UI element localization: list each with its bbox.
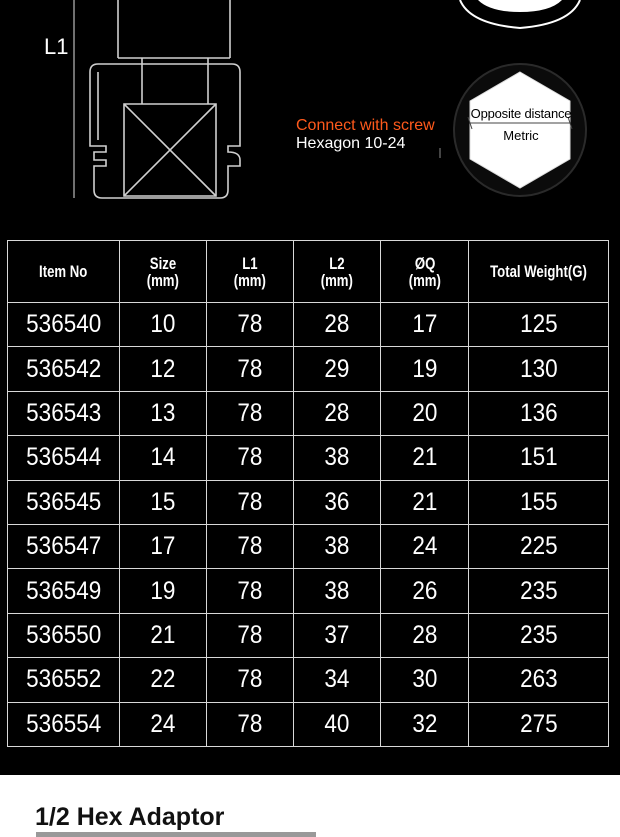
cell-item-no: 536547 (8, 524, 120, 568)
cell-l1: 78 (206, 480, 293, 524)
table-row (8, 524, 609, 568)
cell-l1: 78 (206, 524, 293, 568)
cell-diameter-q: 24 (381, 524, 469, 568)
cell-item-no: 536543 (8, 391, 120, 435)
cell-diameter-q: 30 (381, 658, 469, 702)
cell-total-weight: 263 (469, 658, 609, 702)
metric-label: Metric (503, 128, 539, 143)
header-size: Size (mm) (119, 241, 206, 303)
cell-l1: 78 (206, 569, 293, 613)
cell-item-no: 536550 (8, 613, 120, 657)
cell-total-weight: 155 (469, 480, 609, 524)
cell-total-weight: 125 (469, 303, 609, 347)
cell-item-no: 536542 (8, 347, 120, 391)
cell-size: 14 (119, 436, 206, 480)
cell-item-no: 536545 (8, 480, 120, 524)
cell-diameter-q: 28 (381, 613, 469, 657)
cell-l1: 78 (206, 303, 293, 347)
cell-l2: 40 (293, 702, 381, 746)
connect-with-screw-label: Connect with screw (296, 117, 435, 134)
spec-table (7, 240, 609, 747)
cell-l2: 38 (293, 436, 381, 480)
header-diameter-q: ØQ (mm) (381, 241, 469, 303)
subtitle-fragment (36, 832, 316, 837)
cell-item-no: 536554 (8, 702, 120, 746)
cell-total-weight: 235 (469, 613, 609, 657)
cell-size: 24 (119, 702, 206, 746)
l1-dimension-label: L1 (44, 34, 69, 59)
product-diagram (0, 0, 620, 235)
cell-total-weight: 151 (469, 436, 609, 480)
cell-l1: 78 (206, 436, 293, 480)
table-row (8, 702, 609, 746)
cell-item-no: 536549 (8, 569, 120, 613)
cell-l2: 34 (293, 658, 381, 702)
cell-size: 17 (119, 524, 206, 568)
cell-l1: 78 (206, 613, 293, 657)
spec-table-header (8, 241, 609, 303)
cell-l2: 28 (293, 303, 381, 347)
header-l2: L2 (mm) (293, 241, 381, 303)
opposite-distance-label: Opposite distance (470, 106, 572, 121)
cell-l2: 37 (293, 613, 381, 657)
cell-size: 19 (119, 569, 206, 613)
product-title: 1/2 Hex Adaptor (35, 803, 225, 831)
spec-table-body (8, 303, 609, 747)
cell-diameter-q: 21 (381, 480, 469, 524)
cell-l2: 38 (293, 569, 381, 613)
cell-total-weight: 275 (469, 702, 609, 746)
table-row (8, 569, 609, 613)
cell-size: 13 (119, 391, 206, 435)
cell-l1: 78 (206, 702, 293, 746)
cell-l2: 28 (293, 391, 381, 435)
cell-item-no: 536544 (8, 436, 120, 480)
header-item-no: Item No (8, 241, 120, 303)
table-row (8, 303, 609, 347)
table-row (8, 658, 609, 702)
cell-size: 12 (119, 347, 206, 391)
cell-l1: 78 (206, 658, 293, 702)
cell-size: 10 (119, 303, 206, 347)
cell-diameter-q: 20 (381, 391, 469, 435)
table-row (8, 613, 609, 657)
hexagon-label: Hexagon 10-24 (296, 135, 406, 152)
cell-l2: 29 (293, 347, 381, 391)
cell-total-weight: 136 (469, 391, 609, 435)
cell-size: 22 (119, 658, 206, 702)
cell-item-no: 536552 (8, 658, 120, 702)
cell-diameter-q: 21 (381, 436, 469, 480)
cell-total-weight: 130 (469, 347, 609, 391)
header-row (8, 241, 609, 303)
header-total-weight: Total Weight(G) (469, 241, 609, 303)
cell-diameter-q: 26 (381, 569, 469, 613)
cell-size: 15 (119, 480, 206, 524)
cell-l1: 78 (206, 347, 293, 391)
footer-section (0, 775, 620, 837)
cell-total-weight: 225 (469, 524, 609, 568)
cell-diameter-q: 32 (381, 702, 469, 746)
cell-item-no: 536540 (8, 303, 120, 347)
cell-l1: 78 (206, 391, 293, 435)
cell-l2: 38 (293, 524, 381, 568)
header-l1: L1 (mm) (206, 241, 293, 303)
cell-diameter-q: 19 (381, 347, 469, 391)
cell-total-weight: 235 (469, 569, 609, 613)
table-row (8, 480, 609, 524)
table-row (8, 391, 609, 435)
table-row (8, 436, 609, 480)
cell-size: 21 (119, 613, 206, 657)
table-row (8, 347, 609, 391)
cell-diameter-q: 17 (381, 303, 469, 347)
cell-l2: 36 (293, 480, 381, 524)
